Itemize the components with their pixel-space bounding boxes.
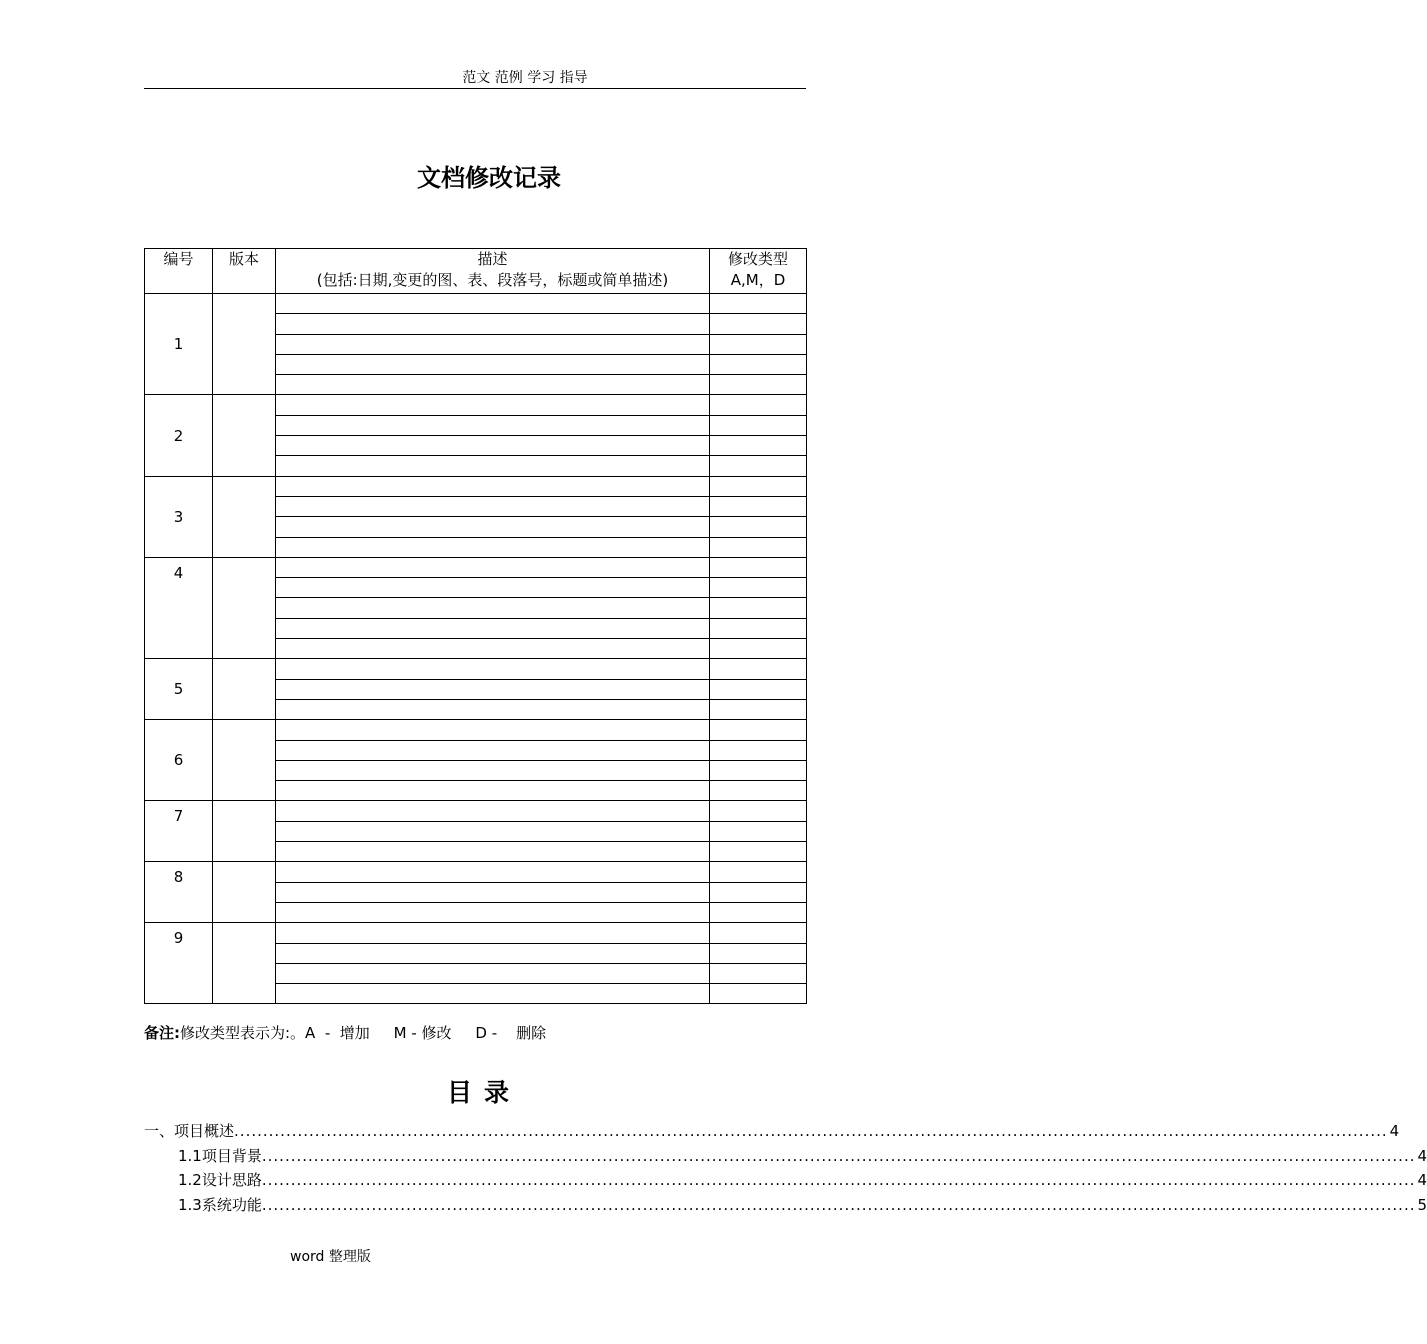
description-cell[interactable] [276, 415, 710, 435]
description-cell[interactable] [276, 963, 710, 983]
description-cell[interactable] [276, 821, 710, 841]
type-cell[interactable] [710, 659, 807, 679]
description-cell[interactable] [276, 578, 710, 598]
row-number: 7 [145, 801, 213, 862]
toc-entry-page: 4 [1417, 1146, 1427, 1165]
table-row [145, 801, 807, 821]
type-cell[interactable] [710, 679, 807, 699]
table-row [145, 923, 807, 943]
description-cell[interactable] [276, 639, 710, 659]
row-number: 9 [145, 923, 213, 1004]
description-cell[interactable] [276, 842, 710, 862]
type-cell[interactable] [710, 740, 807, 760]
description-cell[interactable] [276, 334, 710, 354]
revision-table [144, 248, 807, 1004]
header-text: 范文 范例 学习 指导 [462, 70, 588, 86]
table-row [145, 659, 807, 679]
row-number: 2 [145, 395, 213, 476]
type-cell[interactable] [710, 882, 807, 902]
row-number: 1 [145, 294, 213, 395]
header-description-subtitle: (包括:日期,变更的图、表、段落号，标题或简单描述) [316, 271, 669, 289]
toc-entry-page: 5 [1417, 1195, 1427, 1214]
version-cell[interactable] [213, 395, 276, 476]
description-cell[interactable] [276, 659, 710, 679]
type-cell[interactable] [710, 537, 807, 557]
toc-leader-dots: ........................................................................................................................................................................................................ [234, 1122, 1388, 1140]
description-cell[interactable] [276, 557, 710, 577]
revision-table-body [145, 294, 807, 1004]
description-cell[interactable] [276, 354, 710, 374]
description-cell[interactable] [276, 699, 710, 719]
toc-leader-dots: ........................................................................................................................................................................................................ [261, 1171, 1416, 1189]
header-description-title: 描述 [477, 250, 508, 268]
description-cell[interactable] [276, 517, 710, 537]
toc-entry[interactable] [144, 1145, 1427, 1170]
type-cell[interactable] [710, 557, 807, 577]
type-cell[interactable] [710, 334, 807, 354]
toc-title: 目录 [446, 1078, 521, 1107]
type-cell[interactable] [710, 618, 807, 638]
version-cell[interactable] [213, 720, 276, 801]
type-cell[interactable] [710, 760, 807, 780]
version-cell[interactable] [213, 923, 276, 1004]
type-cell[interactable] [710, 415, 807, 435]
row-number: 6 [145, 720, 213, 801]
version-cell[interactable] [213, 557, 276, 658]
description-cell[interactable] [276, 984, 710, 1004]
description-cell[interactable] [276, 679, 710, 699]
description-cell[interactable] [276, 781, 710, 801]
type-cell[interactable] [710, 902, 807, 922]
toc-entry[interactable] [144, 1120, 1400, 1145]
document-title: 文档修改记录 [417, 164, 561, 192]
toc-entry[interactable] [144, 1169, 1427, 1194]
note-label: 备注: [144, 1024, 180, 1042]
table-row [145, 557, 807, 577]
table-of-contents [144, 1120, 1427, 1218]
header-type-values: A,M，D [730, 271, 786, 289]
type-cell[interactable] [710, 821, 807, 841]
row-number: 8 [145, 862, 213, 923]
type-cell[interactable] [710, 395, 807, 415]
type-cell[interactable] [710, 354, 807, 374]
type-cell[interactable] [710, 699, 807, 719]
description-cell[interactable] [276, 496, 710, 516]
table-row [145, 395, 807, 415]
toc-leader-dots: ........................................................................................................................................................................................................ [261, 1195, 1416, 1214]
description-cell[interactable] [276, 476, 710, 496]
type-cell[interactable] [710, 598, 807, 618]
description-cell[interactable] [276, 436, 710, 456]
type-cell[interactable] [710, 517, 807, 537]
header-type-title: 修改类型 [727, 250, 788, 268]
type-cell[interactable] [710, 801, 807, 821]
table-header-row [145, 249, 807, 294]
type-cell[interactable] [710, 496, 807, 516]
version-cell[interactable] [213, 294, 276, 395]
header-description [276, 249, 710, 294]
toc-entry-number: 1.2 [178, 1171, 202, 1189]
type-cell[interactable] [710, 923, 807, 943]
page-header [144, 68, 806, 89]
header-version: 版本 [213, 249, 276, 294]
toc-entry-text: 设计思路 [201, 1171, 262, 1189]
toc-entry-text: 项目背景 [201, 1146, 262, 1165]
table-row [145, 476, 807, 496]
type-cell[interactable] [710, 578, 807, 598]
toc-entry-text: 系统功能 [201, 1195, 262, 1214]
row-number: 5 [145, 659, 213, 720]
toc-entry-number: 一、 [144, 1122, 175, 1140]
description-cell[interactable] [276, 801, 710, 821]
table-row [145, 862, 807, 882]
description-cell[interactable] [276, 862, 710, 882]
description-cell[interactable] [276, 598, 710, 618]
description-cell[interactable] [276, 375, 710, 395]
toc-entry-number: 1.3 [178, 1195, 202, 1214]
header-number: 编号 [145, 249, 213, 294]
description-cell[interactable] [276, 720, 710, 740]
type-cell[interactable] [710, 720, 807, 740]
row-number: 3 [145, 476, 213, 557]
page-footer: word 整理版 [290, 1249, 371, 1265]
type-cell[interactable] [710, 314, 807, 334]
toc-entry-page: 4 [1417, 1171, 1427, 1189]
description-cell[interactable] [276, 294, 710, 314]
description-cell[interactable] [276, 395, 710, 415]
description-cell[interactable] [276, 740, 710, 760]
type-cell[interactable] [710, 294, 807, 314]
description-cell[interactable] [276, 882, 710, 902]
description-cell[interactable] [276, 618, 710, 638]
description-cell[interactable] [276, 943, 710, 963]
toc-entry-number: 1.1 [178, 1146, 202, 1165]
row-number: 4 [145, 557, 213, 658]
header-type [710, 249, 807, 294]
toc-entry-text: 项目概述 [174, 1122, 235, 1140]
table-row [145, 294, 807, 314]
version-cell[interactable] [213, 801, 276, 862]
description-cell[interactable] [276, 314, 710, 334]
type-cell[interactable] [710, 436, 807, 456]
type-cell[interactable] [710, 375, 807, 395]
version-cell[interactable] [213, 659, 276, 720]
type-cell[interactable] [710, 781, 807, 801]
type-cell[interactable] [710, 984, 807, 1004]
version-cell[interactable] [213, 862, 276, 923]
type-cell[interactable] [710, 476, 807, 496]
description-cell[interactable] [276, 537, 710, 557]
type-cell[interactable] [710, 862, 807, 882]
type-cell[interactable] [710, 963, 807, 983]
description-cell[interactable] [276, 760, 710, 780]
note [144, 1022, 546, 1043]
toc-entry[interactable] [144, 1194, 1427, 1219]
description-cell[interactable] [276, 902, 710, 922]
description-cell[interactable] [276, 456, 710, 476]
toc-leader-dots: ........................................................................................................................................................................................................ [261, 1146, 1416, 1165]
version-cell[interactable] [213, 476, 276, 557]
type-cell[interactable] [710, 456, 807, 476]
description-cell[interactable] [276, 923, 710, 943]
type-cell[interactable] [710, 842, 807, 862]
type-cell[interactable] [710, 639, 807, 659]
table-row [145, 720, 807, 740]
type-cell[interactable] [710, 943, 807, 963]
note-text: 修改类型表示为:。A - 增加 M - 修改 D - 删除 [180, 1024, 547, 1042]
toc-entry-page: 4 [1389, 1122, 1400, 1140]
